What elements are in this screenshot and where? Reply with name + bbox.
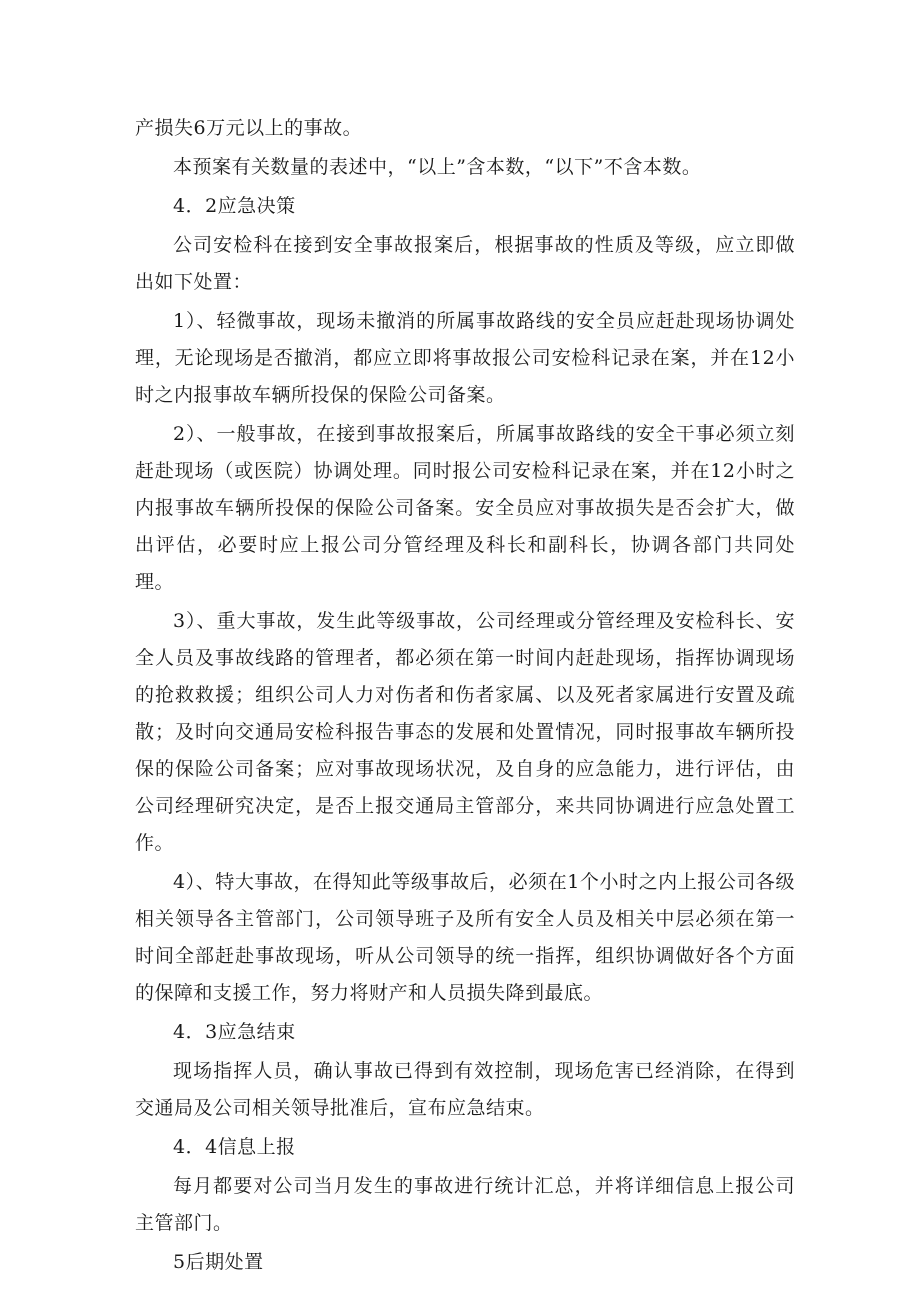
paragraph: 3）、重大事故，发生此等级事故，公司经理或分管经理及安检科长、安全人员及事故线路的管理者，都必须在第一时间内赶赴现场，指挥协调现场的抢救救援；组织公司人力对伤者和伤者家属、以及死者家属进行安置及疏散；及时向交通局安检科报告事态的发展和处置情况，同时报事故车辆所投保的保险公司备案；应对事故现场状况，及自身的应急能力，进行评估，由公司经理研究决定，是否上报交通局主管部分，来共同协调进行应急处置工作。: [135, 610, 795, 854]
paragraph: 本预案有关数量的表述中，“以上”含本数，“以下”不含本数。: [173, 156, 702, 178]
paragraph: 产损失6万元以上的事故。: [135, 117, 363, 139]
paragraph: 1）、轻微事故，现场未撤消的所属事故路线的安全员应赶赴现场协调处理，无论现场是否撤消，都应立即将事故报公司安检科记录在案，并在12小时之内报事故车辆所投保的保险公司备案。: [135, 310, 795, 406]
paragraph: 现场指挥人员，确认事故已得到有效控制，现场危害已经消除，在得到交通局及公司相关领导批准后，宣布应急结束。: [135, 1060, 795, 1119]
section-heading: 4．4信息上报: [173, 1136, 296, 1158]
document-body: [135, 110, 795, 1281]
section-heading: 4．2应急决策: [173, 195, 296, 217]
paragraph: 2）、一般事故，在接到事故报案后，所属事故路线的安全干事必须立刻赶赴现场（或医院）协调处理。同时报公司安检科记录在案，并在12小时之内报事故车辆所投保的保险公司备案。安全员应对事故损失是否会扩大，做出评估，必要时应上报公司分管经理及科长和副科长，协调各部门共同处理。: [135, 423, 795, 593]
paragraph: 公司安检科在接到安全事故报案后，根据事故的性质及等级，应立即做出如下处置：: [135, 234, 795, 293]
paragraph: 每月都要对公司当月发生的事故进行统计汇总，并将详细信息上报公司主管部门。: [135, 1175, 795, 1234]
paragraph: 4）、特大事故，在得知此等级事故后，必须在1个小时之内上报公司各级相关领导各主管部门，公司领导班子及所有安全人员及相关中层必须在第一时间全部赶赴事故现场，听从公司领导的统一指挥，组织协调做好各个方面的保障和支援工作，努力将财产和人员损失降到最底。: [135, 871, 795, 1004]
section-heading: 4．3应急结束: [173, 1021, 296, 1043]
section-heading: 5后期处置: [173, 1251, 264, 1273]
